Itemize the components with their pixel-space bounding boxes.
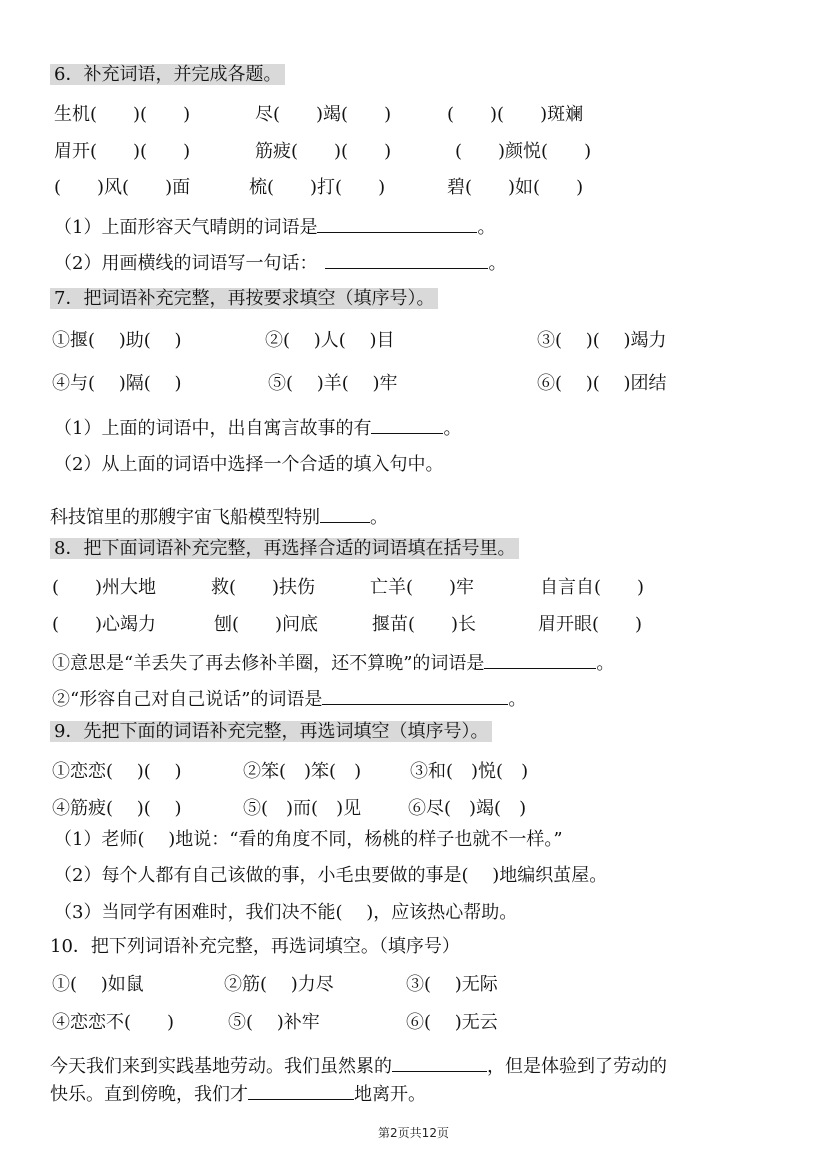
- q10-text-3: 快乐。直到傍晚，我们才: [50, 1084, 248, 1105]
- q6-item-9: 碧( )如( ): [447, 177, 584, 198]
- q7-item-2: ②( )人( )目: [265, 330, 395, 351]
- q7-sub2: （2）从上面的词语中选择一个合适的填入句中。: [54, 454, 444, 475]
- q10-text-2: ，但是体验到了劳动的: [487, 1056, 667, 1077]
- answer-blank[interactable]: [322, 686, 508, 705]
- q6-sub1: （1）上面形容天气晴朗的词语是: [54, 217, 318, 238]
- q7-item-3: ③( )( )竭力: [537, 330, 667, 351]
- q10-item-1: ①( )如鼠: [52, 974, 144, 995]
- q8-item-3: 亡羊( )牢: [370, 577, 475, 598]
- q9-item-2: ②笨( )笨( ): [243, 761, 362, 782]
- period: 。: [488, 253, 507, 274]
- q8-item-7: 揠苗( )长: [372, 614, 477, 635]
- q6-item-7: ( )风( )面: [54, 177, 191, 198]
- answer-blank[interactable]: [325, 250, 488, 269]
- page-footer: 第2页共12页: [378, 1126, 449, 1140]
- q8-sub1: ①意思是“羊丢失了再去修补羊圈，还不算晚”的词语是: [52, 653, 485, 674]
- q6-item-6: ( )颜悦( ): [455, 141, 592, 162]
- q10-item-3: ③( )无际: [406, 974, 498, 995]
- q7-item-6: ⑥( )( )团结: [537, 373, 667, 394]
- q10-item-2: ②筋( )力尽: [224, 974, 334, 995]
- q9-item-3: ③和( )悦( ): [410, 761, 529, 782]
- q10-text-4: 地离开。: [354, 1084, 426, 1105]
- q8-item-4: 自言自( ): [540, 577, 645, 598]
- q9-item-4: ④筋疲( )( ): [52, 798, 182, 819]
- period: 。: [443, 418, 462, 439]
- answer-blank[interactable]: [484, 650, 596, 669]
- answer-blank[interactable]: [248, 1081, 354, 1100]
- q7-heading: 7．把词语补充完整，再按要求填空（填序号）。: [50, 288, 438, 309]
- q9-item-5: ⑤( )而( )见: [243, 798, 362, 819]
- q10-item-5: ⑤( )补牢: [228, 1012, 320, 1033]
- period: 。: [477, 217, 496, 238]
- q6-item-4: 眉开( )( ): [54, 141, 191, 162]
- q8-item-5: ( )心竭力: [52, 614, 157, 635]
- answer-blank[interactable]: [317, 214, 477, 233]
- q6-item-1: 生机( )( ): [54, 104, 191, 125]
- q8-item-8: 眉开眼( ): [538, 614, 643, 635]
- q7-sub1: （1）上面的词语中，出自寓言故事的有: [54, 418, 372, 439]
- q8-sub2: ②“形容自己对自己说话”的词语是: [52, 689, 323, 710]
- q10-heading: 10．把下列词语补充完整，再选词填空。（填序号）: [50, 936, 460, 957]
- q6-sub2: （2）用画横线的词语写一句话：: [54, 253, 318, 274]
- q6-item-2: 尽( )竭( ): [255, 104, 392, 125]
- q10-text-1: 今天我们来到实践基地劳动。我们虽然累的: [50, 1056, 392, 1077]
- q9-item-6: ⑥尽( )竭( ): [408, 798, 527, 819]
- q8-heading: 8．把下面词语补充完整，再选择合适的词语填在括号里。: [50, 538, 519, 559]
- answer-blank[interactable]: [392, 1053, 487, 1072]
- q9-sub2: （2）每个人都有自己该做的事，小毛虫要做的事是( )地编织茧屋。: [54, 865, 608, 886]
- period: 。: [370, 507, 388, 528]
- q6-item-8: 梳( )打( ): [249, 177, 386, 198]
- q7-item-4: ④与( )隔( ): [52, 373, 182, 394]
- period: 。: [508, 689, 527, 710]
- q9-sub1: （1）老师( )地说：“看的角度不同，杨桃的样子也就不一样。”: [54, 829, 563, 850]
- q10-item-6: ⑥( )无云: [406, 1012, 498, 1033]
- q9-heading: 9．先把下面的词语补充完整，再选词填空（填序号）。: [50, 721, 492, 742]
- answer-blank[interactable]: [371, 415, 443, 434]
- q6-item-3: ( )( )斑斓: [447, 104, 584, 125]
- q8-item-6: 刨( )问底: [214, 614, 319, 635]
- q6-heading: 6．补充词语，并完成各题。: [50, 64, 285, 85]
- q8-item-1: ( )州大地: [52, 577, 157, 598]
- period: 。: [596, 653, 615, 674]
- q7-item-5: ⑤( )羊( )牢: [268, 373, 398, 394]
- q6-item-5: 筋疲( )( ): [255, 141, 392, 162]
- q8-item-2: 救( )扶伤: [211, 577, 316, 598]
- q7-item-1: ①揠( )助( ): [52, 330, 182, 351]
- q7-sentence: 科技馆里的那艘宇宙飞船模型特别: [50, 507, 320, 528]
- q10-item-4: ④恋恋不( ): [52, 1012, 175, 1033]
- answer-blank[interactable]: [320, 504, 370, 523]
- q9-sub3: （3）当同学有困难时，我们决不能( )，应该热心帮助。: [54, 902, 518, 923]
- q9-item-1: ①恋恋( )( ): [52, 761, 182, 782]
